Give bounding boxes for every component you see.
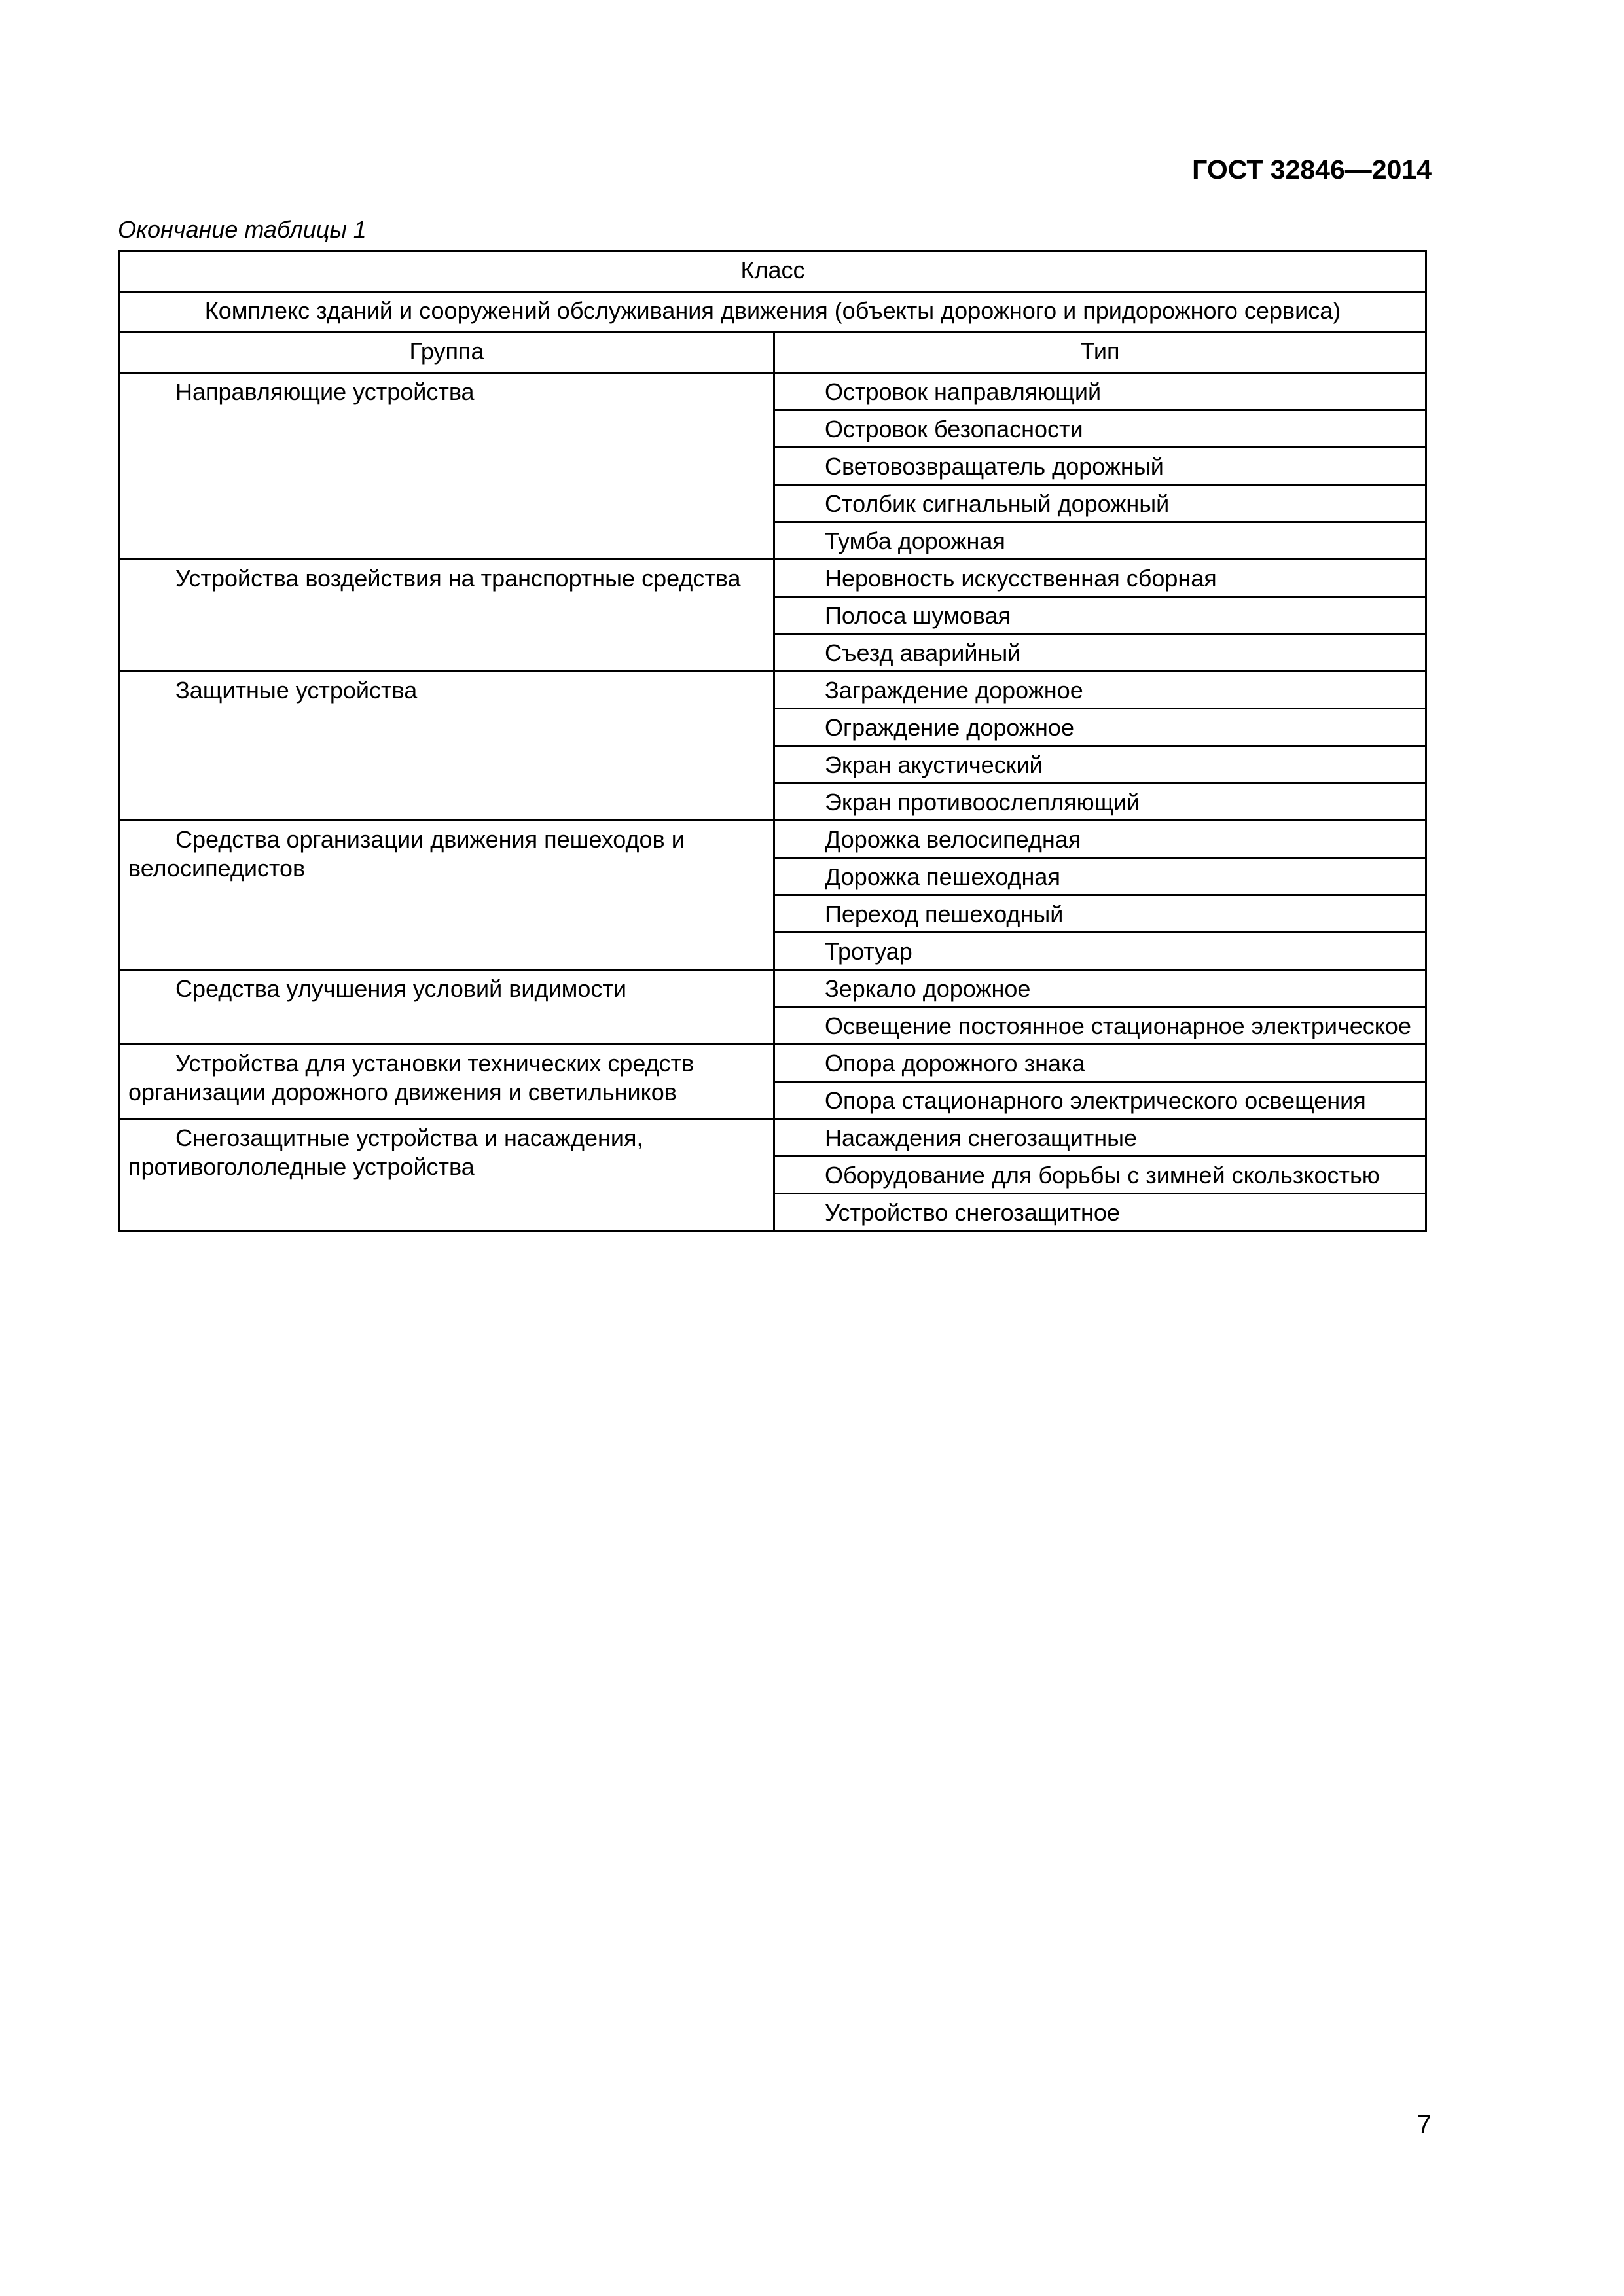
column-header-row (120, 332, 1426, 373)
type-cell: Столбик сигнальный дорожный (774, 485, 1426, 522)
type-cell: Освещение постоянное стационарное электрическое (774, 1007, 1426, 1045)
type-cell: Устройство снегозащитное (774, 1194, 1426, 1231)
type-cell: Зеркало дорожное (774, 970, 1426, 1007)
group-cell: Средства организации движения пешеходов и велосипедистов (120, 821, 774, 970)
group-cell: Устройства воздействия на транспортные средства (120, 560, 774, 672)
type-cell: Островок безопасности (774, 410, 1426, 448)
type-cell: Опора стационарного электрического освещения (774, 1082, 1426, 1119)
type-cell: Тумба дорожная (774, 522, 1426, 560)
column-header-group: Группа (120, 332, 774, 373)
type-cell: Неровность искусственная сборная (774, 560, 1426, 597)
class-value-row (120, 292, 1426, 332)
type-cell: Дорожка пешеходная (774, 858, 1426, 895)
table-row (120, 1045, 1426, 1082)
table-row (120, 1119, 1426, 1157)
table-row (120, 970, 1426, 1007)
group-cell: Защитные устройства (120, 672, 774, 821)
type-cell: Тротуар (774, 933, 1426, 970)
type-cell: Экран противоослепляющий (774, 783, 1426, 821)
page-number: 7 (1416, 2110, 1432, 2139)
type-cell: Световозвращатель дорожный (774, 448, 1426, 485)
table-row (120, 560, 1426, 597)
standard-number: ГОСТ 32846—2014 (1192, 154, 1432, 185)
class-label: Класс (120, 251, 1426, 292)
group-cell: Средства улучшения условий видимости (120, 970, 774, 1045)
classification-table (118, 250, 1427, 1232)
type-cell: Экран акустический (774, 746, 1426, 783)
class-value: Комплекс зданий и сооружений обслуживания движения (объекты дорожного и придорожного сервиса) (120, 292, 1426, 332)
table-row (120, 672, 1426, 709)
column-header-type: Тип (774, 332, 1426, 373)
type-cell: Полоса шумовая (774, 597, 1426, 634)
type-cell: Опора дорожного знака (774, 1045, 1426, 1082)
type-cell: Ограждение дорожное (774, 709, 1426, 746)
type-cell: Переход пешеходный (774, 895, 1426, 933)
group-cell: Устройства для установки технических средств организации дорожного движения и светильников (120, 1045, 774, 1119)
type-cell: Островок направляющий (774, 373, 1426, 410)
class-header-row (120, 251, 1426, 292)
type-cell: Съезд аварийный (774, 634, 1426, 672)
group-cell: Направляющие устройства (120, 373, 774, 560)
table-row (120, 821, 1426, 858)
type-cell: Насаждения снегозащитные (774, 1119, 1426, 1157)
type-cell: Дорожка велосипедная (774, 821, 1426, 858)
type-cell: Заграждение дорожное (774, 672, 1426, 709)
table-caption: Окончание таблицы 1 (118, 216, 367, 243)
table-row (120, 373, 1426, 410)
group-cell: Снегозащитные устройства и насаждения, противогололедные устройства (120, 1119, 774, 1231)
type-cell: Оборудование для борьбы с зимней скользкостью (774, 1157, 1426, 1194)
